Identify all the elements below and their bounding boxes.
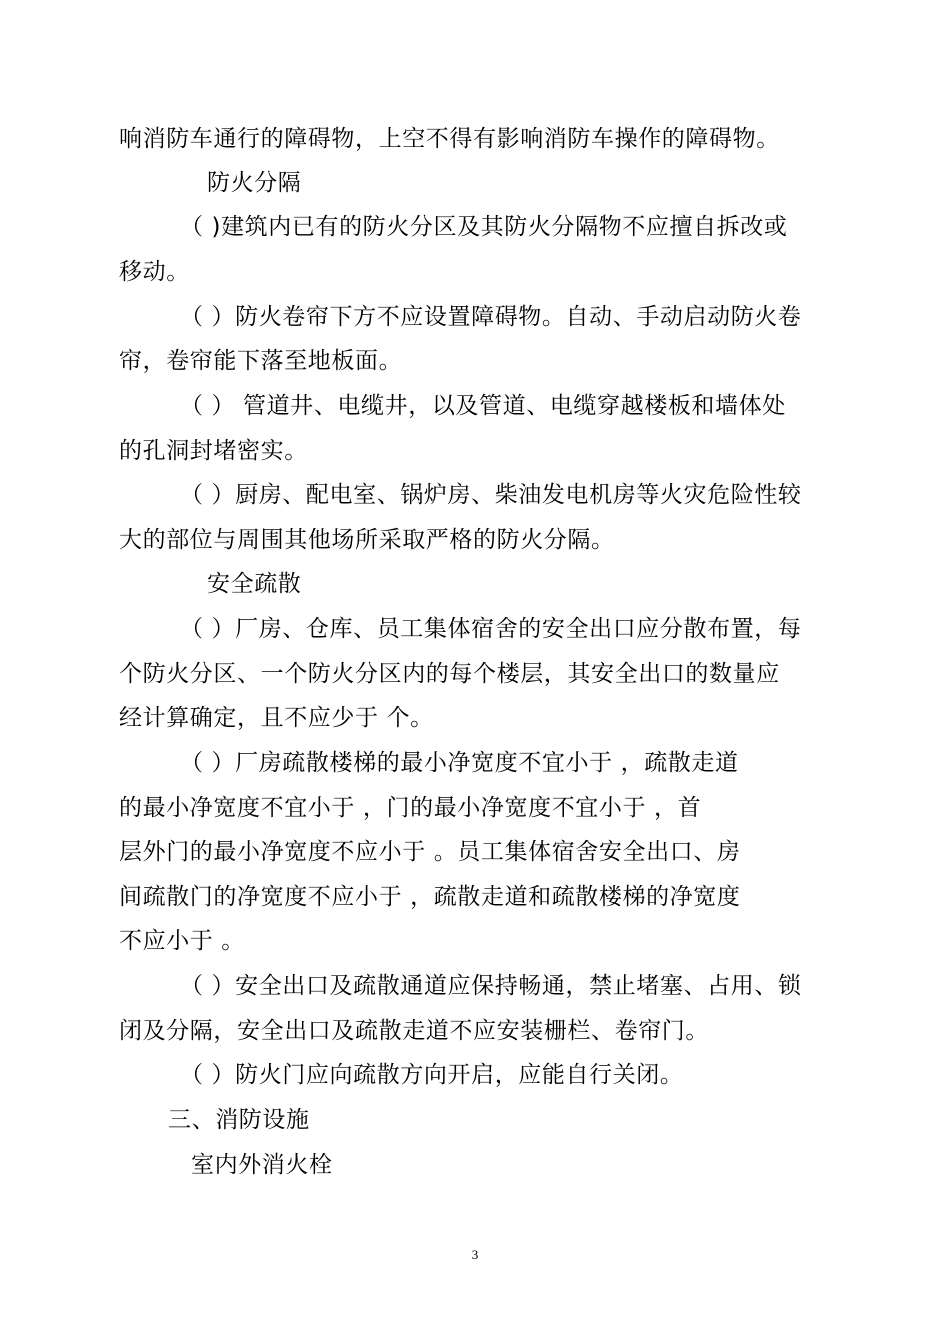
text-line-7: （ ） 管道井、电缆井，以及管道、电缆穿越楼板和墙体处: [180, 393, 786, 419]
text-line-18: 间疏散门的净宽度不应小于 ，疏散走道和疏散楼梯的净宽度: [119, 884, 741, 910]
text-line-16: 的最小净宽度不宜小于 ，门的最小净宽度不宜小于 ，首: [119, 795, 702, 821]
text-line-12: （ ）厂房、仓库、员工集体宿舍的安全出口应分散布置，每: [180, 616, 802, 642]
text-line-15: （ ）厂房疏散楼梯的最小净宽度不宜小于 ，疏散走道: [180, 750, 739, 776]
text-line-21: 闭及分隔，安全出口及疏散走道不应安装栅栏、卷帘门。: [119, 1018, 709, 1044]
text-line-6: 帘，卷帘能下落至地板面。: [119, 348, 403, 374]
text-line-1: 响消防车通行的障碍物，上空不得有影响消防车操作的障碍物。: [119, 126, 780, 152]
text-line-3: （ )建筑内已有的防火分区及其防火分隔物不应擅自拆改或: [180, 214, 788, 240]
text-line-8: 的孔洞封堵密实。: [119, 438, 308, 464]
page-number: 3: [471, 1247, 479, 1262]
text-line-14: 经计算确定，且不应少于 个。: [119, 705, 434, 731]
section-heading-safe-evacuation: 安全疏散: [207, 571, 302, 597]
text-line-10: 大的部位与周围其他场所采取严格的防火分隔。: [119, 527, 615, 553]
text-line-13: 个防火分区、一个防火分区内的每个楼层，其安全出口的数量应: [119, 661, 780, 687]
text-line-20: （ ）安全出口及疏散通道应保持畅通，禁止堵塞、占用、锁: [180, 973, 802, 999]
text-line-19: 不应小于 。: [119, 928, 245, 954]
text-line-4: 移动。: [119, 259, 190, 285]
text-line-9: （ ）厨房、配电室、锅炉房、柴油发电机房等火灾危险性较: [180, 482, 802, 508]
section-heading-hydrants: 室内外消火栓: [191, 1152, 333, 1178]
section-heading-fire-facilities: 三、消防设施: [168, 1107, 310, 1133]
text-line-5: （ ）防火卷帘下方不应设置障碍物。自动、手动启动防火卷: [180, 304, 802, 330]
text-line-17: 层外门的最小净宽度不应小于 。员工集体宿舍安全出口、房: [119, 839, 741, 865]
text-line-22: （ ）防火门应向疏散方向开启，应能自行关闭。: [180, 1062, 684, 1088]
section-heading-fire-separation: 防火分隔: [207, 170, 302, 196]
